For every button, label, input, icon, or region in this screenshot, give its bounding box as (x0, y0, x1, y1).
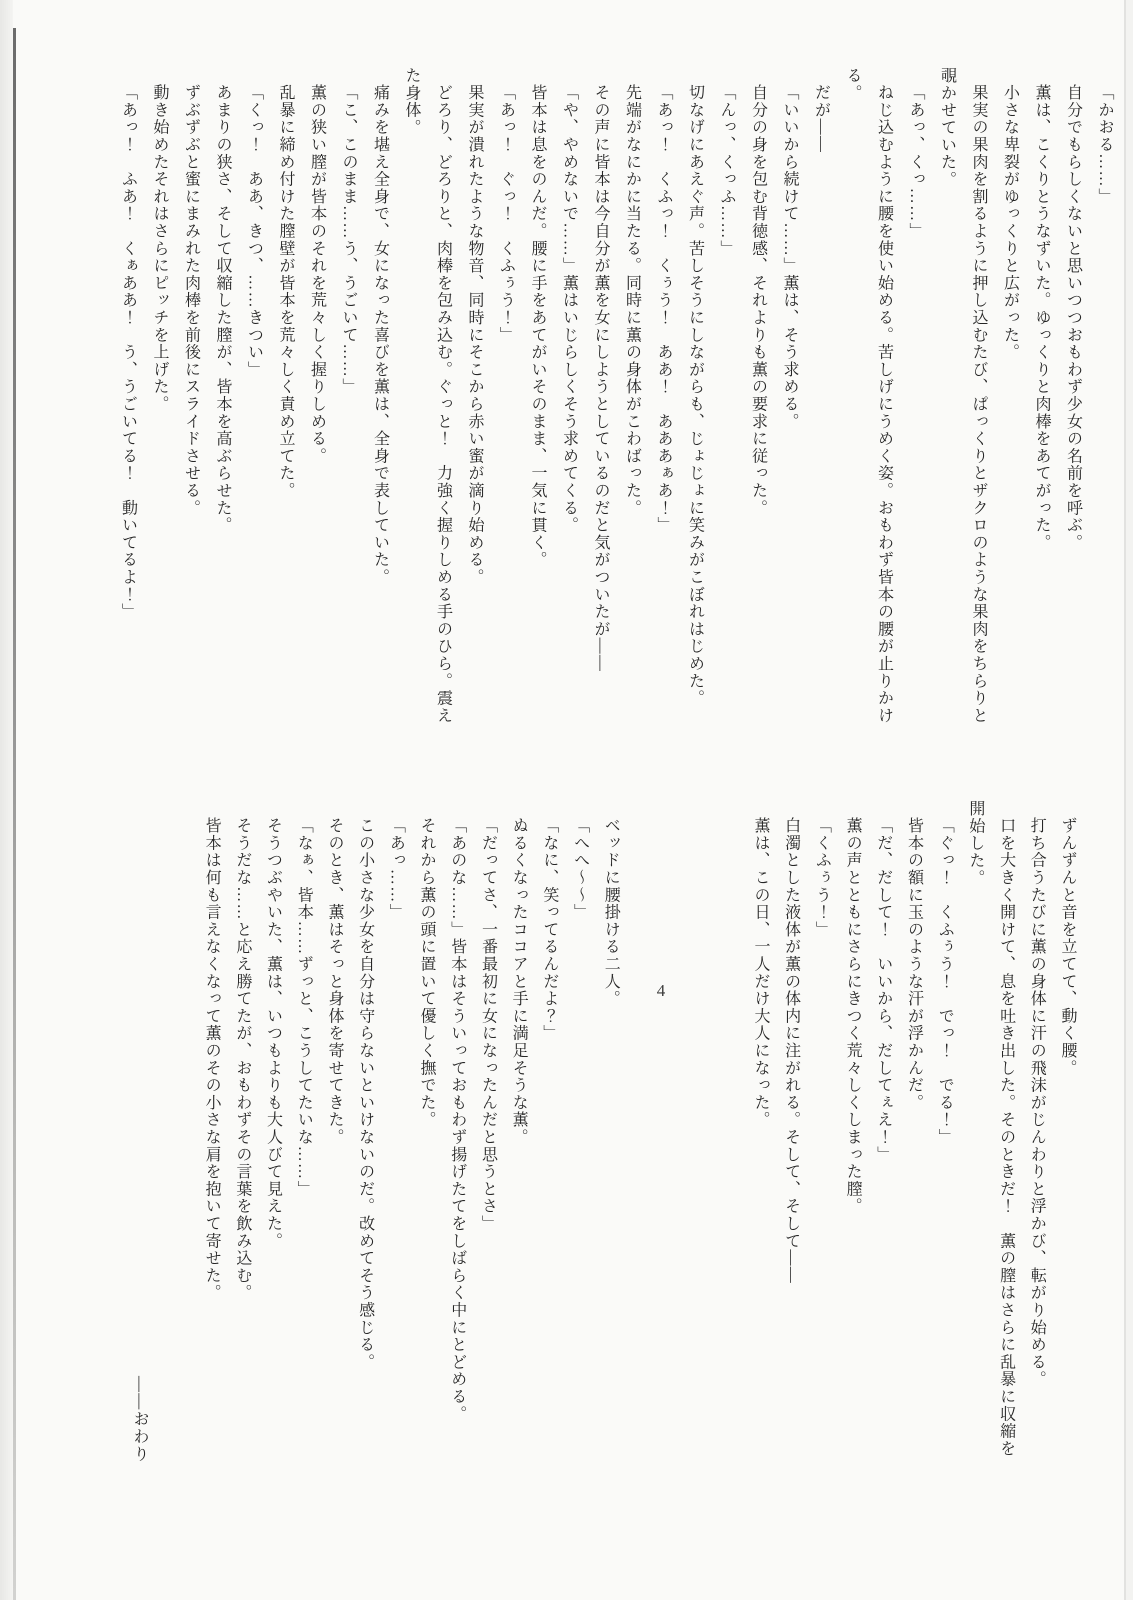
paragraph: 痛みを堪え全身で、女になった喜びを薫は、全身で表していた。 (371, 84, 389, 586)
paragraph: 動き始めたそれはさらにピッチを上げた。 (151, 84, 168, 413)
paragraph: 「かおる……」 (1096, 84, 1113, 206)
paragraph: 先端がなにかに当たる。同時に薫の身体がこわばった。 (623, 84, 641, 517)
paragraph: 薫は、この日、一人だけ大人になった。 (751, 817, 769, 1129)
paragraph: どろり、どろりと、肉棒を包み込む。ぐっと！ 力強く握りしめる手のひら。震えた身体。 (403, 67, 452, 725)
paragraph: 薫の声とともにさらにきつく荒々しくしまった膣。 (844, 817, 862, 1216)
paragraph: 口を大きく開けて、息を吐き出した。そのときだ！ 薫の膣はさらに乱暴に収縮を開始した。 (966, 800, 1015, 1458)
paragraph: 「あっ！ ふあ！ くぁああ！ う、うごいてる！ 動いてるよ！」 (119, 84, 137, 621)
paragraph: そうつぶやいた、薫は、いつもよりも大人びて見えた。 (264, 817, 282, 1250)
paragraph: 「あのな……」皆本はそういっておもわず揚げたてをしばらく中にとどめる。 (448, 817, 466, 1423)
paragraph: 薫は、こくりとうなずいた。ゆっくりと肉棒をあてがった。 (1033, 84, 1050, 552)
paragraph: あまりの狭さ、そして収縮した膣が、皆本を高ぶらせた。 (214, 84, 231, 535)
paragraph: 「だ、だして！ いいから、だしてぇえ！」 (874, 817, 892, 1164)
paragraph: 「いいから続けて……」薫は、そう求める。 (781, 84, 798, 431)
top-text-block (112, 67, 1120, 725)
paragraph: 「なぁ、皆本……ずっと、こうしてたいな……」 (295, 817, 313, 1198)
paragraph: 白濁とした液体が薫の体内に注がれる。そして、そして―― (782, 817, 800, 1285)
paragraph: 「へへ〜〜」 (571, 817, 589, 922)
paragraph: そのとき、薫はそっと身体を寄せてきた。 (325, 817, 343, 1146)
paragraph: その声に皆本は今自分が薫を女にしようとしているのだと気がついたが―― (592, 84, 609, 673)
paragraph: 切なげにあえぐ声。苦しそうにしながらも、じょじょに笑みがこぼれはじめた。 (686, 84, 704, 708)
paragraph: 小さな卑裂がゆっくりと広がった。 (1001, 84, 1019, 362)
scene-break-gap (625, 800, 744, 810)
paragraph: ぬるくなったココアと手に満足そうな薫。 (510, 817, 528, 1146)
paragraph: 「や、やめないで……」薫はいじらしくそう求めてくる。 (560, 84, 578, 535)
paragraph: この小さな少女を自分は守らないといけないのだ。改めてそう感じる。 (356, 817, 374, 1371)
paragraph: 果実が潰れたような物音、同時にそこから赤い蜜が滴り始める。 (466, 84, 483, 586)
paragraph: 打ち合うたびに薫の身体に汗の飛沫がじんわりと浮かび、転がり始める。 (1028, 817, 1046, 1389)
paragraph: 「こ、このまま……う、うごいて……」 (340, 84, 357, 396)
page-number: 4 (656, 981, 666, 1000)
paragraph: ねじ込むように腰を使い始める。苦しげにうめく姿。おもわず皆本の腰が止りかける。 (844, 67, 893, 725)
paragraph: 「くふぅう！」 (813, 817, 831, 939)
paragraph: 皆本は何も言えなくなって薫のその小さな肩を抱いて寄せた。 (203, 817, 221, 1302)
paragraph: それから薫の頭に置いて優しく撫でた。 (418, 817, 436, 1129)
paragraph: 「なに、笑ってるんだよ？」 (540, 817, 558, 1043)
paragraph: ずぶずぶと蜜にまみれた肉棒を前後にスライドさせる。 (182, 84, 200, 517)
paragraph: だが―― (812, 84, 830, 154)
bottom-text-block (195, 800, 1082, 1458)
paragraph: ベッドに腰掛ける二人。 (602, 817, 620, 1008)
page-left-edge-shading (0, 0, 13, 1600)
paragraph: 「んっ、くっふ……」 (718, 84, 735, 258)
paragraph: 「あっ……」 (387, 817, 405, 922)
paragraph: 「あっ！ くふっ！ くぅう！ ああ！ あああぁあ！」 (655, 84, 672, 535)
paragraph: そうだな……と応え勝てたが、おもわずその言葉を飲み込む。 (233, 817, 251, 1302)
end-mark: ――おわり (131, 1376, 148, 1463)
paragraph: 皆本は息をのんだ。腰に手をあてがいそのまま、一気に貫く。 (529, 84, 546, 569)
paragraph: 自分でもらしくないと思いつつおもわず少女の名前を呼ぶ。 (1064, 84, 1082, 552)
paragraph: 「ぐっ！ くふぅう！ でっ！ でる！」 (936, 817, 954, 1146)
paragraph: 皆本の額に玉のような汗が浮かんだ。 (905, 817, 923, 1112)
paragraph: 自分の身を包む背徳感、それよりも薫の要求に従った。 (749, 84, 767, 517)
paragraph: 「くっ！ ああ、きつ、……きつい」 (245, 84, 263, 379)
paragraph: 「あっ！ ぐっ！ くふぅう！」 (497, 84, 515, 344)
paragraph: 「だってさ、一番最初に女になったんだと思うとさ」 (479, 817, 497, 1233)
paragraph: 果実の果肉を割るように押し込むたび、ぱっくりとザクロのような果肉をちらりと覗かせていた。 (938, 67, 987, 725)
paragraph: 薫の狭い膣が皆本のそれを荒々しく握りしめる。 (308, 84, 326, 465)
page-right-edge-shading (1126, 0, 1133, 1600)
paragraph: ずんずんと音を立てて、動く腰。 (1059, 817, 1076, 1077)
paragraph: 乱暴に締め付けた膣壁が皆本を荒々しく責め立てた。 (277, 84, 294, 500)
page-binding-line (13, 28, 16, 1600)
paragraph: 「あっ、くっ……」 (907, 84, 924, 240)
page-right-edge-line (1124, 0, 1126, 1600)
